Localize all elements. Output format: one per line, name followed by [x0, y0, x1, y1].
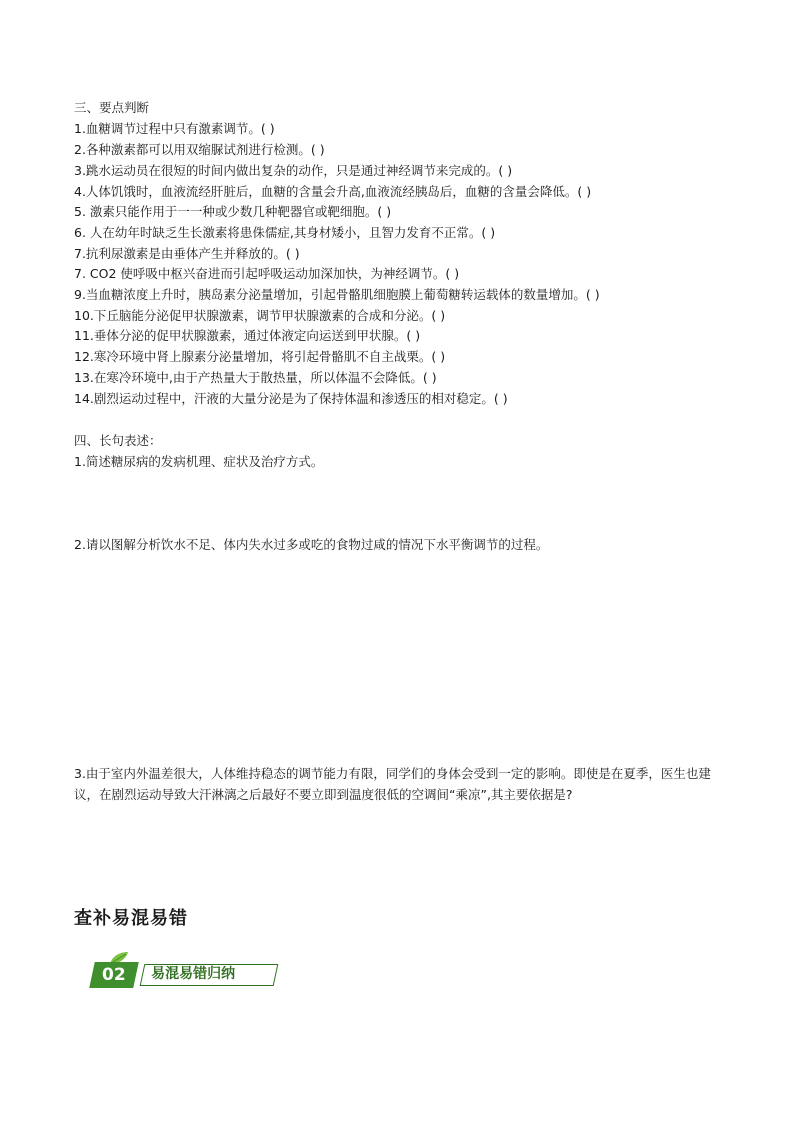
badge-number: 02	[89, 962, 139, 988]
judgment-item-3: 3.跳水运动员在很短的时间内做出复杂的动作，只是通过神经调节来完成的。( )	[74, 163, 513, 178]
judgment-item-7: 7.抗利尿激素是由垂体产生并释放的。( )	[74, 246, 300, 261]
long-question-2: 2.请以图解分析饮水不足、体内失水过多或吃的食物过咸的情况下水平衡调节的过程。	[74, 537, 549, 552]
judgment-item-6: 6. 人在幼年时缺乏生长激素将患侏儒症,其身材矮小，且智力发育不正常。( )	[74, 225, 496, 240]
judgment-item-9: 9.当血糖浓度上升时，胰岛素分泌量增加，引起骨骼肌细胞膜上葡萄糖转运载体的数量增加。( )	[74, 287, 600, 302]
section4-heading: 四、长句表述：	[74, 433, 162, 448]
judgment-item-8: 7. CO2 使呼吸中枢兴奋进而引起呼吸运动加深加快，为神经调节。( )	[74, 266, 460, 281]
judgment-item-14: 14.剧烈运动过程中，汗液的大量分泌是为了保持体温和渗透压的相对稳定。( )	[74, 391, 508, 406]
judgment-item-1: 1.血糖调节过程中只有激素调节。( )	[74, 121, 275, 136]
judgment-item-10: 10.下丘脑能分泌促甲状腺激素，调节甲状腺激素的合成和分泌。( )	[74, 308, 446, 323]
judgment-item-12: 12.寒冷环境中肾上腺素分泌量增加，将引起骨骼肌不自主战栗。( )	[74, 349, 446, 364]
judgment-item-5: 5. 激素只能作用于一一种或少数几种靶器官或靶细胞。( )	[74, 204, 392, 219]
long-question-1: 1.简述糖尿病的发病机理、症状及治疗方式。	[74, 454, 324, 469]
badge-label: 易混易错归纳	[140, 964, 279, 986]
section3-heading: 三、要点判断	[74, 100, 150, 115]
judgment-item-2: 2.各种激素都可以用双缩脲试剂进行检测。( )	[74, 142, 325, 157]
review-title: 查补易混易错	[74, 908, 188, 929]
judgment-item-11: 11.垂体分泌的促甲状腺激素，通过体液定向运送到甲状腺。( )	[74, 328, 421, 343]
judgment-item-13: 13.在寒冷环境中,由于产热量大于散热量，所以体温不会降低。( )	[74, 370, 437, 385]
long-question-3: 3.由于室内外温差很大，人体维持稳态的调节能力有限，同学们的身体会受到一定的影响。即使是在夏季，医生也建议，在剧烈运动导致大汗淋漓之后最好不要立即到温度很低的空调间“乘凉”,其主要依据是?	[74, 766, 711, 802]
judgment-item-4: 4.人体饥饿时，血液流经肝脏后，血糖的含量会升高,血液流经胰岛后，血糖的含量会降低。( )	[74, 184, 592, 199]
